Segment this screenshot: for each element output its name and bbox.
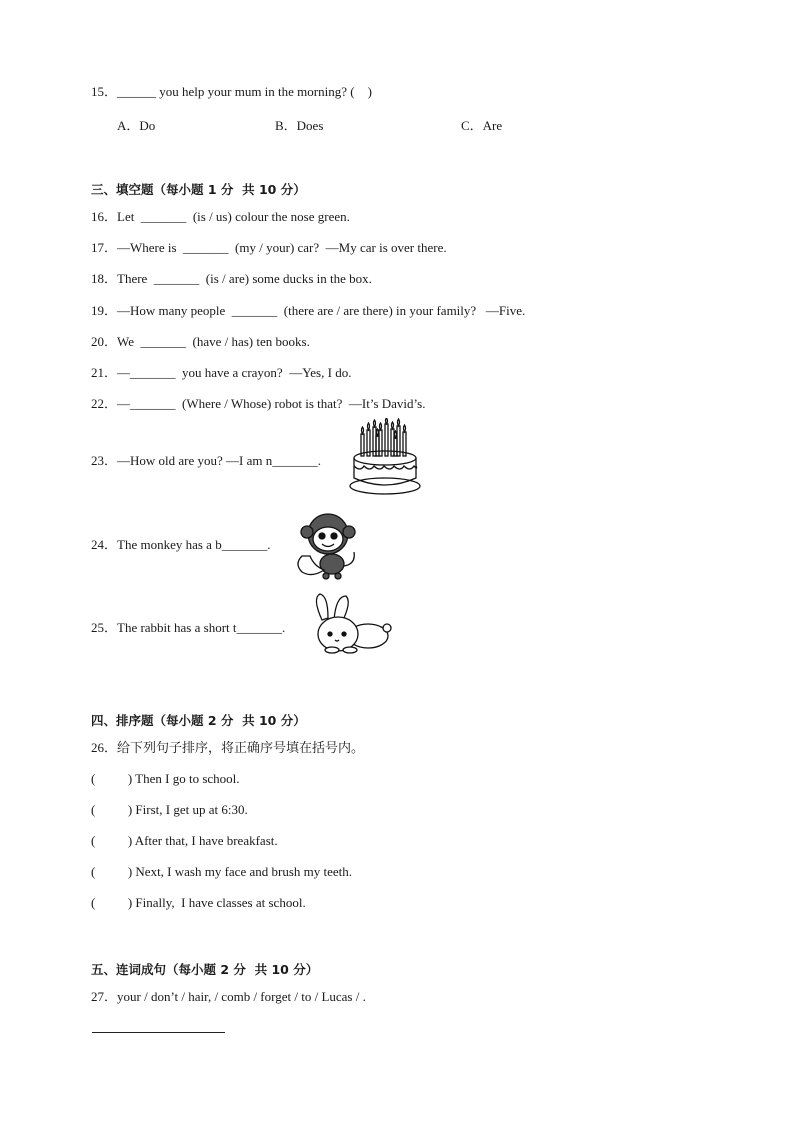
question-18: 18．There _______ (is / are) some ducks in the box. [91, 271, 372, 286]
order-item-2: ( ) First, I get up at 6:30. [91, 802, 248, 817]
question-20: 20．We _______ (have / has) ten books. [91, 334, 310, 349]
rabbit-icon [310, 590, 392, 658]
order-item-1: ( ) Then I go to school. [91, 771, 240, 786]
order-item-3: ( ) After that, I have breakfast. [91, 833, 278, 848]
option-a: A．Do [117, 118, 156, 133]
question-16: 16．Let _______ (is / us) colour the nose green. [91, 209, 350, 224]
section-3-heading: 三、填空题（每小题 1 分 共 10 分） [91, 182, 306, 197]
question-26-instruction: 26．给下列句子排序，将正确序号填在括号内。 [91, 740, 365, 755]
question-15: 15．______ you help your mum in the morning? ( ) [91, 84, 372, 99]
section-5-heading: 五、连词成句（每小题 2 分 共 10 分） [91, 962, 319, 977]
question-21: 21．—_______ you have a crayon? —Yes, I do. [91, 365, 352, 380]
answer-line[interactable] [92, 1032, 225, 1033]
question-17: 17．—Where is _______ (my / your) car? —My car is over there. [91, 240, 447, 255]
order-item-5: ( ) Finally, I have classes at school. [91, 895, 306, 910]
option-c: C．Are [461, 118, 503, 133]
question-25: 25．The rabbit has a short t_______. [91, 620, 286, 635]
order-item-4: ( ) Next, I wash my face and brush my teeth. [91, 864, 353, 879]
question-22: 22．—_______ (Where / Whose) robot is that? —It’s David’s. [91, 396, 426, 411]
monkey-icon [292, 508, 362, 580]
section-4-heading: 四、排序题（每小题 2 分 共 10 分） [91, 713, 306, 728]
question-23: 23．—How old are you? —I am n_______. [91, 453, 321, 468]
option-b: B．Does [275, 118, 324, 133]
question-24: 24．The monkey has a b_______. [91, 537, 271, 552]
question-27: 27．your / don’t / hair, / comb / forget / to / Lucas / . [91, 989, 366, 1004]
question-19: 19．—How many people _______ (there are / are there) in your family? —Five. [91, 303, 526, 318]
cake-icon [348, 418, 422, 498]
